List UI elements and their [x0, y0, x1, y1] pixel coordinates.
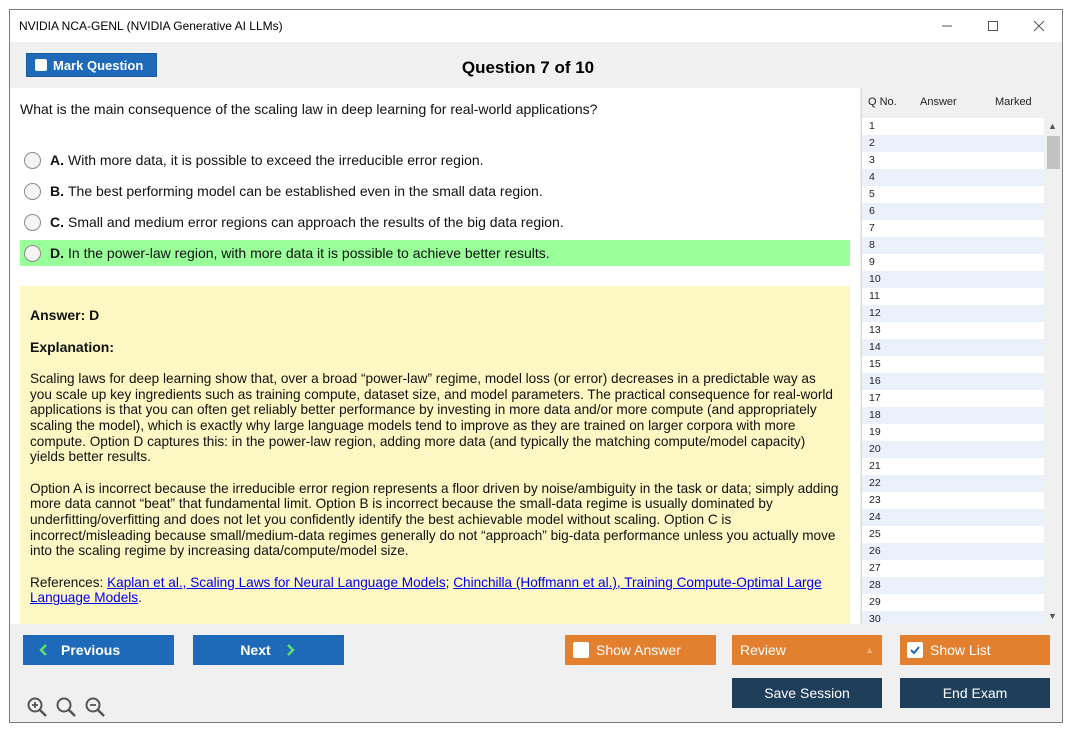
question-number: Question 7 of 10 [461, 58, 595, 77]
app-window [9, 9, 1063, 723]
question-list-row[interactable]: 6 [862, 203, 1044, 220]
zoom-out-icon[interactable] [84, 696, 106, 718]
question-list-row[interactable]: 12 [862, 305, 1044, 322]
close-button[interactable] [1016, 10, 1062, 42]
maximize-icon [987, 20, 999, 32]
show-answer-checkbox-icon [573, 642, 589, 658]
explanation-heading: Explanation: [30, 338, 115, 355]
reference-link-chinchilla[interactable]: Chinchilla (Hoffmann et al.), Training Compute-Optimal Large Language Models [30, 574, 822, 606]
references-prefix: References: [30, 574, 108, 590]
references [30, 575, 840, 606]
next-label: Next [240, 642, 271, 658]
option-b[interactable] [20, 178, 850, 204]
column-marked[interactable]: Marked [995, 96, 1032, 108]
save-session-label: Save Session [764, 685, 850, 701]
maximize-button[interactable] [970, 10, 1016, 42]
question-list-row[interactable]: 7 [869, 222, 875, 234]
scroll-down-icon[interactable]: ▼ [1048, 611, 1057, 621]
question-list-scrollbar[interactable] [1044, 118, 1062, 624]
zoom-controls [26, 696, 106, 718]
option-text: With more data, it is possible to exceed the irreducible error region. [68, 152, 484, 168]
option-c[interactable] [20, 209, 850, 235]
option-text: In the power-law region, with more data it is possible to achieve better results. [68, 245, 550, 261]
review-label: Review [740, 642, 786, 658]
scroll-up-icon[interactable]: ▲ [1048, 121, 1057, 131]
radio-d[interactable] [24, 245, 41, 262]
question-list-row[interactable]: 11 [869, 290, 880, 302]
question-area [10, 88, 860, 624]
question-list-row[interactable]: 27 [869, 562, 881, 574]
previous-button[interactable] [23, 635, 174, 665]
bottom-bar [10, 624, 1062, 723]
question-list-row[interactable]: 9 [869, 256, 875, 268]
question-list-row[interactable]: 15 [869, 358, 881, 370]
question-list-row[interactable]: 13 [869, 324, 881, 336]
chevron-right-icon [283, 643, 297, 657]
question-list-header [862, 88, 1063, 116]
question-list-row[interactable]: 5 [869, 188, 875, 200]
option-text: The best performing model can be established even in the small data region. [68, 183, 543, 199]
question-list-row[interactable]: 26 [862, 543, 1044, 560]
title-bar [10, 10, 1062, 42]
column-answer[interactable]: Answer [920, 96, 957, 108]
question-list-row[interactable]: 21 [869, 460, 881, 472]
question-list-row[interactable]: 16 [862, 373, 1044, 390]
question-list-row[interactable]: 14 [862, 339, 1044, 356]
option-text: Small and medium error regions can approach the results of the big data region. [68, 214, 564, 230]
zoom-in-icon[interactable] [26, 696, 48, 718]
option-letter: C. [50, 214, 64, 230]
option-letter: B. [50, 183, 64, 199]
radio-c[interactable] [24, 214, 41, 231]
question-list-row[interactable]: 2 [862, 135, 1044, 152]
close-icon [1033, 20, 1045, 32]
question-list-row[interactable]: 29 [869, 596, 881, 608]
reference-link-kaplan[interactable]: Kaplan et al., Scaling Laws for Neural Language Models [107, 574, 446, 590]
question-list-row[interactable]: 20 [862, 441, 1044, 458]
option-letter: D. [50, 245, 64, 261]
show-list-checkbox-icon [907, 642, 923, 658]
question-list-row[interactable]: 25 [869, 528, 881, 540]
question-list-row[interactable]: 17 [869, 392, 881, 404]
checkmark-icon [909, 644, 921, 656]
next-button[interactable] [193, 635, 344, 665]
question-list-row[interactable]: 30 [862, 611, 1044, 624]
minimize-icon [941, 20, 953, 32]
question-list-row[interactable]: 23 [869, 494, 881, 506]
question-list-row[interactable]: 24 [862, 509, 1044, 526]
end-exam-button[interactable] [900, 678, 1050, 708]
mark-question-label: Mark Question [53, 57, 144, 73]
end-exam-label: End Exam [942, 685, 1008, 701]
show-answer-label: Show Answer [596, 642, 681, 658]
question-list[interactable] [862, 118, 1044, 624]
option-d[interactable] [20, 240, 850, 266]
zoom-reset-icon[interactable] [55, 696, 77, 718]
explanation-paragraph-1: Scaling laws for deep learning show that, over a broad “power-law” regime, model loss (or error) decreases in a predictable way as you scale up key ingredients such as training compute, dataset size, and model parameters. The practical consequence for real-world applications is that you can often get reliably better performance by investing in more data and/or more compute (and appropriately scaling the model), which is exactly why large language models tend to improve as they are trained on larger corpora with more compute. Option D captures this: in the power-law region, adding more data (and typically the matching compute/model capacity) yields better results. [30, 371, 833, 465]
show-list-label: Show List [930, 642, 991, 658]
window-title: NVIDIA NCA-GENL (NVIDIA Generative AI LLMs) [19, 19, 283, 33]
question-list-row[interactable]: 8 [862, 237, 1044, 254]
question-list-row[interactable]: 22 [862, 475, 1044, 492]
radio-a[interactable] [24, 152, 41, 169]
caret-up-icon: ▲ [865, 645, 874, 655]
question-list-row[interactable]: 10 [862, 271, 1044, 288]
explanation-paragraph-2: Option A is incorrect because the irreducible error region represents a floor driven by noise/ambiguity in the task or data; simply adding more data cannot “beat” that fundamental limit. Option B is incorrect because the small-data regime is usually dominated by underfitting/overfitting and does not let you confidently identify the best achievable model without scaling. Option C is incorrect/misleading because small/medium-data regimes generally do not “approach” big-data performance unless you actually move into the scaling regime by increasing data/compute/model size. [30, 480, 839, 559]
minimize-button[interactable] [924, 10, 970, 42]
scroll-thumb[interactable] [1047, 136, 1060, 169]
question-list-row[interactable]: 28 [862, 577, 1044, 594]
question-toolbar [10, 42, 1062, 88]
question-text: What is the main consequence of the scaling law in deep learning for real-world applications? [20, 101, 598, 117]
question-list-row[interactable]: 19 [869, 426, 881, 438]
column-qno[interactable]: Q No. [868, 96, 897, 108]
question-list-panel [861, 88, 1063, 624]
question-list-row[interactable]: 18 [862, 407, 1044, 424]
answer-label: Answer: D [30, 307, 100, 323]
chevron-left-icon [37, 643, 51, 657]
show-list-button[interactable] [900, 635, 1050, 665]
option-a[interactable] [20, 147, 850, 173]
radio-b[interactable] [24, 183, 41, 200]
previous-label: Previous [61, 642, 121, 658]
save-session-button[interactable] [732, 678, 882, 708]
explanation-panel [20, 286, 850, 624]
show-answer-button[interactable] [565, 635, 716, 665]
review-dropdown[interactable] [732, 635, 882, 665]
question-list-row[interactable]: 4 [862, 169, 1044, 186]
references-suffix: . [138, 590, 142, 606]
question-list-row[interactable]: 3 [869, 154, 875, 166]
question-list-row[interactable]: 1 [869, 120, 875, 132]
references-separator: ; [445, 574, 454, 590]
option-letter: A. [50, 152, 64, 168]
